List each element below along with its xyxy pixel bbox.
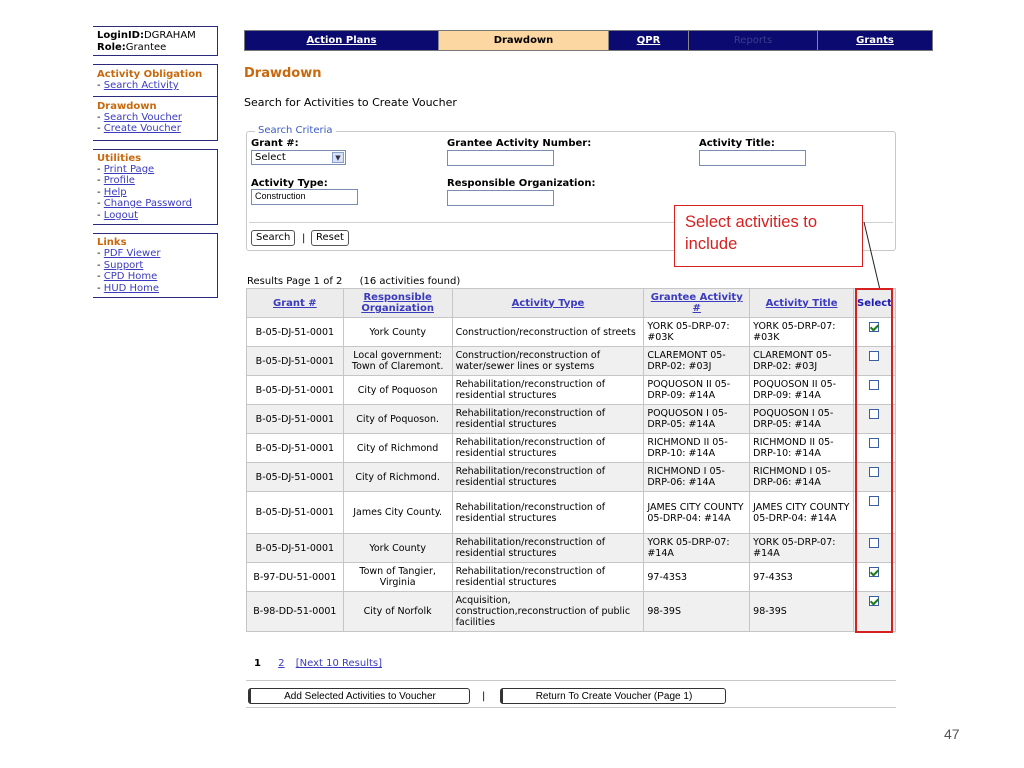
table-row — [247, 434, 896, 463]
role-label: Role: — [97, 42, 126, 53]
cell-grant: B-05-DJ-51-0001 — [247, 376, 344, 405]
cell-grant: B-05-DJ-51-0001 — [247, 434, 344, 463]
col-header-grant[interactable]: Grant # — [247, 289, 344, 318]
search-button[interactable]: Search — [251, 230, 295, 246]
cell-grantee-activity: 97-43S3 — [644, 563, 750, 592]
col-header-select: Select — [853, 289, 895, 318]
pagination-next-results[interactable]: [Next 10 Results] — [295, 658, 383, 669]
add-selected-activities-button[interactable]: Add Selected Activities to Voucher — [248, 688, 470, 704]
cell-grantee-activity: YORK 05-DRP-07: #14A — [644, 534, 750, 563]
col-header-activity-type[interactable]: Activity Type — [452, 289, 644, 318]
table-row — [247, 405, 896, 434]
select-checkbox[interactable] — [869, 351, 879, 361]
cell-activity-type: Rehabilitation/reconstruction of residential structures — [452, 563, 644, 592]
tab-reports — [689, 31, 818, 50]
grantee-activity-number-input[interactable] — [447, 150, 554, 166]
tab-drawdown-label: Drawdown — [493, 35, 554, 46]
cell-select — [853, 463, 895, 492]
cell-activity-type: Rehabilitation/reconstruction of residential structures — [452, 492, 644, 534]
cell-grant: B-05-DJ-51-0001 — [247, 463, 344, 492]
sidebar-link-profile[interactable]: Profile — [103, 175, 135, 186]
cell-grant: B-05-DJ-51-0001 — [247, 534, 344, 563]
cell-responsible-organization: City of Poquoson — [343, 376, 452, 405]
col-header-activity-title[interactable]: Activity Title — [750, 289, 854, 318]
cell-grant: B-05-DJ-51-0001 — [247, 405, 344, 434]
table-row — [247, 592, 896, 632]
table-row — [247, 318, 896, 347]
results-table — [246, 288, 896, 632]
cell-select — [853, 563, 895, 592]
select-checkbox[interactable] — [869, 467, 879, 477]
cell-activity-title: RICHMOND II 05-DRP-10: #14A — [750, 434, 854, 463]
table-row — [247, 563, 896, 592]
role-value: Grantee — [125, 42, 167, 53]
cell-activity-type: Construction/reconstruction of water/sewer lines or systems — [452, 347, 644, 376]
cell-activity-title: YORK 05-DRP-07: #14A — [750, 534, 854, 563]
cell-select — [853, 405, 895, 434]
cell-grantee-activity: 98-39S — [644, 592, 750, 632]
login-info — [93, 26, 218, 56]
cell-select — [853, 347, 895, 376]
cell-responsible-organization: York County — [343, 318, 452, 347]
table-row — [247, 534, 896, 563]
tab-grants-label[interactable]: Grants — [856, 35, 894, 46]
cell-select — [853, 434, 895, 463]
tab-reports-label: Reports — [733, 35, 773, 46]
tab-qpr-label[interactable]: QPR — [636, 35, 661, 46]
sidebar-link-hud-home[interactable]: HUD Home — [103, 282, 160, 294]
page-title: Drawdown — [244, 66, 322, 81]
cell-grant: B-05-DJ-51-0001 — [247, 318, 344, 347]
cell-grantee-activity: RICHMOND II 05-DRP-10: #14A — [644, 434, 750, 463]
table-row — [247, 347, 896, 376]
cell-activity-title: JAMES CITY COUNTY 05-DRP-04: #14A — [750, 492, 854, 534]
cell-activity-type: Rehabilitation/reconstruction of residential structures — [452, 434, 644, 463]
grant-select-value: Select — [255, 152, 286, 163]
cell-grant: B-97-DU-51-0001 — [247, 563, 344, 592]
cell-grantee-activity: POQUOSON II 05-DRP-09: #14A — [644, 376, 750, 405]
callout-annotation: Select activities to include — [674, 205, 863, 267]
cell-responsible-organization: Local government: Town of Claremont. — [343, 347, 452, 376]
sidebar-links-box: Links - PDF Viewer - Support - CPD Home - HUD Home — [93, 233, 218, 298]
select-checkbox[interactable] — [869, 438, 879, 448]
cell-responsible-organization: Town of Tangier, Virginia — [343, 563, 452, 592]
grantee-activity-number-label: Grantee Activity Number: — [447, 138, 592, 149]
cell-select — [853, 318, 895, 347]
cell-grant: B-98-DD-51-0001 — [247, 592, 344, 632]
sidebar-divider — [93, 96, 217, 97]
tab-drawdown[interactable] — [439, 31, 609, 50]
grant-label: Grant #: — [251, 138, 299, 149]
cell-responsible-organization: York County — [343, 534, 452, 563]
cell-responsible-organization: City of Norfolk — [343, 592, 452, 632]
sidebar-utilities-box: Utilities - Print Page - Profile - Help - Change Password - Logout — [93, 149, 218, 226]
cell-responsible-organization: City of Poquoson. — [343, 405, 452, 434]
sidebar-title-links: Links — [97, 237, 127, 248]
cell-activity-type: Rehabilitation/reconstruction of residential structures — [452, 463, 644, 492]
cell-activity-type: Rehabilitation/reconstruction of residential structures — [452, 376, 644, 405]
pagination-current-page: 1 — [254, 658, 261, 669]
sidebar-link-print-page[interactable]: Print Page — [103, 163, 155, 175]
sidebar-link-search-activity[interactable]: Search Activity — [103, 80, 179, 91]
cell-activity-title: POQUOSON I 05-DRP-05: #14A — [750, 405, 854, 434]
tab-grants[interactable] — [818, 31, 932, 50]
cell-grantee-activity: JAMES CITY COUNTY 05-DRP-04: #14A — [644, 492, 750, 534]
cell-responsible-organization: James City County. — [343, 492, 452, 534]
cell-activity-title: YORK 05-DRP-07: #03K — [750, 318, 854, 347]
slide-number: 47 — [944, 726, 960, 742]
results-count-info: (16 activities found) — [359, 276, 461, 287]
table-row — [247, 463, 896, 492]
tab-action-plans[interactable] — [245, 31, 439, 50]
button-separator: | — [302, 233, 306, 244]
cell-select — [853, 376, 895, 405]
tab-action-plans-label[interactable]: Action Plans — [306, 35, 377, 46]
cell-activity-type: Construction/reconstruction of streets — [452, 318, 644, 347]
table-row — [247, 376, 896, 405]
sidebar-link-help[interactable]: Help — [103, 186, 127, 198]
sidebar-link-create-voucher[interactable]: Create Voucher — [103, 123, 181, 134]
select-checkbox[interactable] — [869, 596, 879, 606]
cell-activity-type: Rehabilitation/reconstruction of residential structures — [452, 405, 644, 434]
sidebar-title-activity-obligation: Activity Obligation — [97, 69, 203, 80]
cell-responsible-organization: City of Richmond. — [343, 463, 452, 492]
cell-select — [853, 534, 895, 563]
bottom-separator: | — [482, 691, 486, 702]
sidebar-link-logout[interactable]: Logout — [103, 209, 139, 221]
activity-title-input[interactable] — [699, 150, 806, 166]
select-checkbox[interactable] — [869, 322, 879, 332]
reset-button[interactable]: Reset — [311, 230, 349, 246]
sidebar-menu-box: Activity Obligation - Search Activity Drawdown - Search Voucher - Create Voucher — [93, 64, 218, 141]
responsible-organization-input[interactable] — [447, 190, 554, 206]
responsible-organization-label: Responsible Organization: — [447, 178, 596, 189]
cell-activity-title: CLAREMONT 05-DRP-02: #03J — [750, 347, 854, 376]
cell-grant: B-05-DJ-51-0001 — [247, 347, 344, 376]
select-checkbox[interactable] — [869, 496, 879, 506]
sidebar-title-utilities: Utilities — [97, 152, 142, 164]
results-header-row — [247, 289, 896, 318]
select-checkbox[interactable] — [869, 409, 879, 419]
cell-grantee-activity: POQUOSON I 05-DRP-05: #14A — [644, 405, 750, 434]
cell-grantee-activity: RICHMOND I 05-DRP-06: #14A — [644, 463, 750, 492]
sidebar-title-drawdown: Drawdown — [97, 100, 157, 112]
cell-grant: B-05-DJ-51-0001 — [247, 492, 344, 534]
cell-activity-type: Acquisition, construction,reconstruction of public facilities — [452, 592, 644, 632]
col-header-responsible-organization[interactable]: Responsible Organization — [343, 289, 452, 318]
sidebar — [93, 26, 218, 306]
table-row — [247, 492, 896, 534]
chevron-down-icon: ▼ — [332, 152, 344, 163]
cell-activity-title: 98-39S — [750, 592, 854, 632]
login-label: LoginID: — [97, 30, 144, 41]
sidebar-link-search-voucher[interactable]: Search Voucher — [103, 111, 182, 123]
login-value: DGRAHAM — [143, 30, 196, 41]
cell-grantee-activity: CLAREMONT 05-DRP-02: #03J — [644, 347, 750, 376]
cell-activity-type: Rehabilitation/reconstruction of residential structures — [452, 534, 644, 563]
cell-responsible-organization: City of Richmond — [343, 434, 452, 463]
return-to-create-voucher-button[interactable]: Return To Create Voucher (Page 1) — [500, 688, 726, 704]
search-criteria-legend: Search Criteria — [255, 125, 336, 136]
col-header-grantee-activity[interactable]: Grantee Activity # — [644, 289, 750, 318]
sidebar-link-change-password[interactable]: Change Password — [103, 198, 192, 209]
cell-activity-title: POQUOSON II 05-DRP-09: #14A — [750, 376, 854, 405]
cell-activity-title: RICHMOND I 05-DRP-06: #14A — [750, 463, 854, 492]
activity-type-input[interactable]: Construction — [251, 189, 358, 205]
activity-type-label: Activity Type: — [251, 178, 328, 189]
cell-select — [853, 492, 895, 534]
page-subtitle: Search for Activities to Create Voucher — [244, 96, 457, 109]
select-checkbox[interactable] — [869, 567, 879, 577]
sidebar-link-cpd-home[interactable]: CPD Home — [103, 271, 158, 282]
tab-qpr[interactable] — [609, 31, 689, 50]
cell-grantee-activity: YORK 05-DRP-07: #03K — [644, 318, 750, 347]
cell-select — [853, 592, 895, 632]
select-checkbox[interactable] — [869, 538, 879, 548]
activity-title-label: Activity Title: — [699, 138, 775, 149]
pagination-page-2[interactable]: 2 — [278, 658, 285, 669]
sidebar-link-support[interactable]: Support — [103, 259, 144, 271]
grant-select[interactable] — [251, 150, 346, 165]
main-nav — [244, 30, 933, 51]
select-checkbox[interactable] — [869, 380, 879, 390]
results-info — [247, 276, 474, 287]
cell-activity-title: 97-43S3 — [750, 563, 854, 592]
sidebar-link-pdf-viewer[interactable]: PDF Viewer — [103, 248, 161, 259]
results-page-info: Results Page 1 of 2 — [247, 276, 343, 287]
pagination — [254, 658, 390, 669]
bottom-action-bar — [246, 680, 896, 708]
